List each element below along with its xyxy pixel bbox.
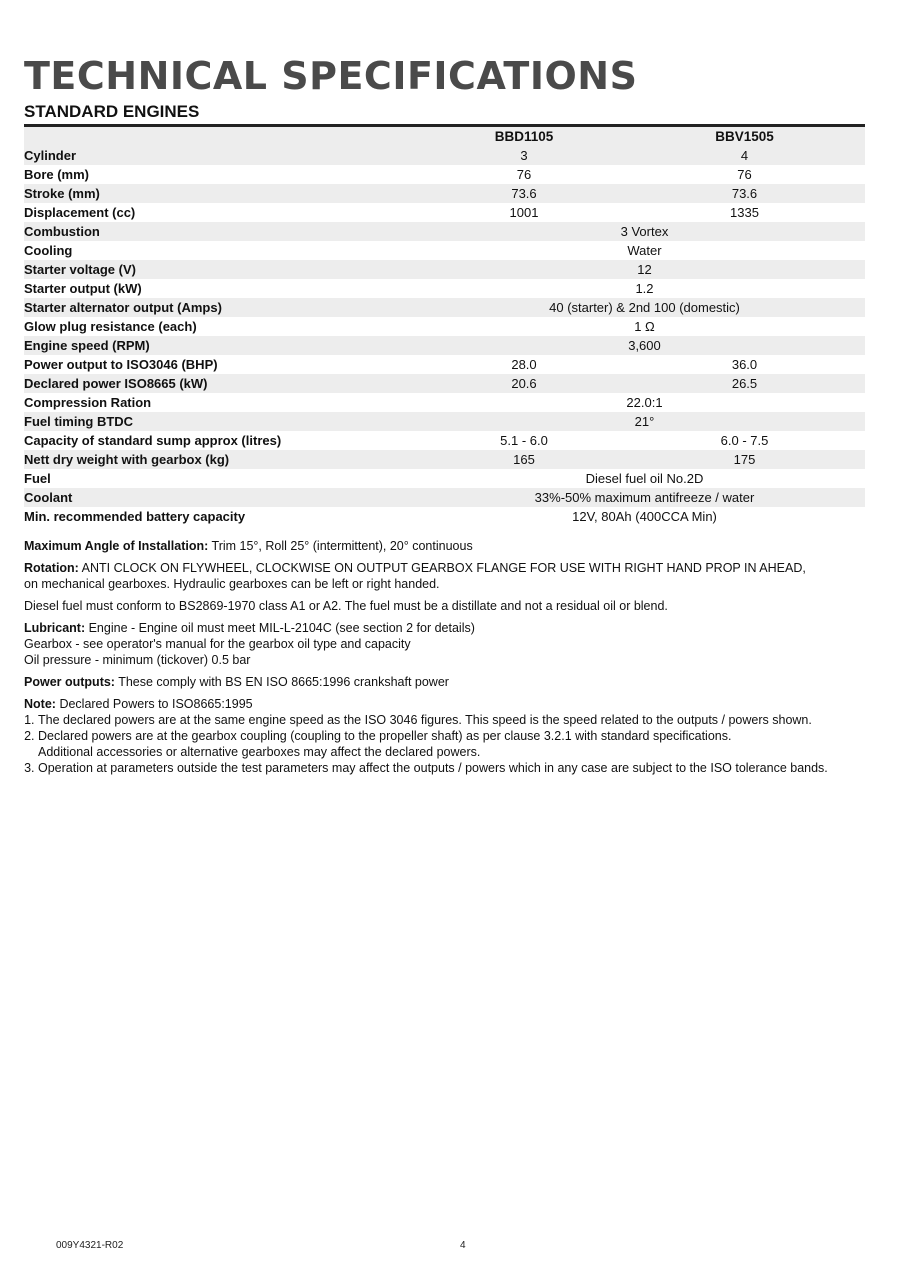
list-item-text: Declared powers are at the gearbox coupling (coupling to the propeller shaft) as per clause 3.2.1 with standard specifications. [38,729,732,743]
lubricant-note [24,620,874,668]
spec-value-a: 28.0 [511,357,537,372]
spec-label: Cylinder [24,146,424,165]
spec-value-b: 73.6 [624,184,865,203]
header-blank [24,127,424,146]
specs-table [24,127,865,526]
spec-label: Declared power ISO8665 (kW) [24,374,424,393]
spec-label: Fuel timing BTDC [24,412,424,431]
lubricant-gearbox-text: Gearbox - see operator's manual for the gearbox oil type and capacity [24,637,411,651]
spec-value-b: 1335 [730,205,759,220]
spec-label: Glow plug resistance (each) [24,319,197,334]
spec-value-merged: Diesel fuel oil No.2D [585,471,704,486]
table-row [24,469,865,488]
note-text: Declared Powers to ISO8665:1995 [59,697,253,711]
power-outputs-label: Power outputs: [24,675,115,689]
column-header-bbd1105: BBD1105 [424,127,624,146]
spec-value-a: 3 [424,146,624,165]
list-item [38,728,874,760]
spec-value-merged: 1 Ω [634,319,655,334]
notes-section [24,538,874,776]
table-row [24,298,865,317]
spec-value-a: 73.6 [424,184,624,203]
table-row [24,317,865,336]
table-row [24,146,865,165]
spec-label: Power output to ISO3046 (BHP) [24,357,218,372]
spec-value-a: 165 [424,450,624,469]
spec-value-a: 20.6 [424,374,624,393]
spec-value-a: 76 [516,167,532,182]
diesel-fuel-note: Diesel fuel must conform to BS2869-1970 class A1 or A2. The fuel must be a distillate and not a residual oil or blend. [24,599,668,613]
spec-value-merged: 33%-50% maximum antifreeze / water [424,488,865,507]
spec-value-b: 26.5 [624,374,865,393]
rotation-note [24,560,874,592]
table-row [24,355,865,374]
installation-angle-note [24,538,874,554]
table-row [24,374,865,393]
spec-label: Nett dry weight with gearbox (kg) [24,450,424,469]
installation-angle-text: Trim 15°, Roll 25° (intermittent), 20° continuous [211,539,473,553]
spec-label: Bore (mm) [24,167,90,182]
list-item: 1. The declared powers are at the same engine speed as the ISO 3046 figures. This speed is the speed related to the outputs / powers shown. [38,712,874,728]
spec-label: Min. recommended battery capacity [24,509,246,524]
spec-label: Compression Ration [24,395,152,410]
spec-label: Engine speed (RPM) [24,336,424,355]
spec-label: Capacity of standard sump approx (litres) [24,433,282,448]
table-header-row [24,127,865,146]
spec-label: Starter alternator output (Amps) [24,298,424,317]
lubricant-engine-text: Engine - Engine oil must meet MIL-L-2104C (see section 2 for details) [88,621,475,635]
spec-value-merged: 12 [424,260,865,279]
table-row [24,336,865,355]
installation-angle-label: Maximum Angle of Installation: [24,539,209,553]
rotation-text: ANTI CLOCK ON FLYWHEEL, CLOCKWISE ON OUTPUT GEARBOX FLANGE FOR USE WITH RIGHT HAND PROP IN AHEAD, [81,561,806,575]
spec-value-b: 175 [624,450,865,469]
spec-value-b: 36.0 [731,357,758,372]
table-row [24,260,865,279]
spec-value-merged: 3,600 [424,336,865,355]
spec-value-merged: Water [627,243,662,258]
spec-label: Cooling [24,243,73,258]
spec-value-merged: 1.2 [635,281,654,296]
list-item: 3. Operation at parameters outside the test parameters may affect the outputs / powers which in any case are subject to the ISO tolerance bands. [38,760,874,776]
spec-label: Stroke (mm) [24,184,424,203]
table-row [24,450,865,469]
spec-value-a: 1001 [509,205,539,220]
spec-value-merged: 3 Vortex [424,222,865,241]
list-item-extra: Additional accessories or alternative gearboxes may affect the declared powers. [38,745,481,759]
oil-pressure-text: Oil pressure - minimum (tickover) 0.5 bar [24,653,251,667]
spec-label: Fuel [24,471,51,486]
table-row [24,412,865,431]
table-row [24,203,865,222]
lubricant-label: Lubricant: [24,621,86,635]
spec-label: Starter voltage (V) [24,260,424,279]
spec-label: Displacement (cc) [24,205,136,220]
spec-value-merged: 40 (starter) & 2nd 100 (domestic) [424,298,865,317]
spec-value-b: 4 [624,146,865,165]
document-code: 009Y4321-R02 [56,1240,124,1251]
spec-value-b: 76 [737,167,752,182]
table-row [24,488,865,507]
spec-label: Combustion [24,222,424,241]
table-row [24,507,865,526]
table-row [24,431,865,450]
spec-label: Starter output (kW) [24,281,142,296]
page-title: TECHNICAL SPECIFICATIONS [24,54,638,98]
specs-body [24,146,865,526]
spec-value-merged: 21° [424,412,865,431]
power-outputs-note [24,674,874,690]
declared-powers-note [24,696,874,712]
note-label: Note: [24,697,56,711]
rotation-text-continued: on mechanical gearboxes. Hydraulic gearboxes can be left or right handed. [24,577,440,591]
table-row [24,241,865,260]
table-row [24,222,865,241]
table-row [24,279,865,298]
power-outputs-text: These comply with BS EN ISO 8665:1996 crankshaft power [118,675,449,689]
spec-value-a: 5.1 - 6.0 [500,433,548,448]
page-number: 4 [460,1240,466,1251]
spec-label: Coolant [24,488,424,507]
rotation-label: Rotation: [24,561,79,575]
spec-value-merged: 12V, 80Ah (400CCA Min) [572,509,717,524]
table-row [24,393,865,412]
table-row [24,165,865,184]
spec-value-b: 6.0 - 7.5 [720,433,769,448]
section-subtitle: STANDARD ENGINES [24,102,200,121]
table-row [24,184,865,203]
column-header-bbv1505: BBV1505 [624,127,865,146]
spec-value-merged: 22.0:1 [626,395,663,410]
notes-list [24,712,874,776]
